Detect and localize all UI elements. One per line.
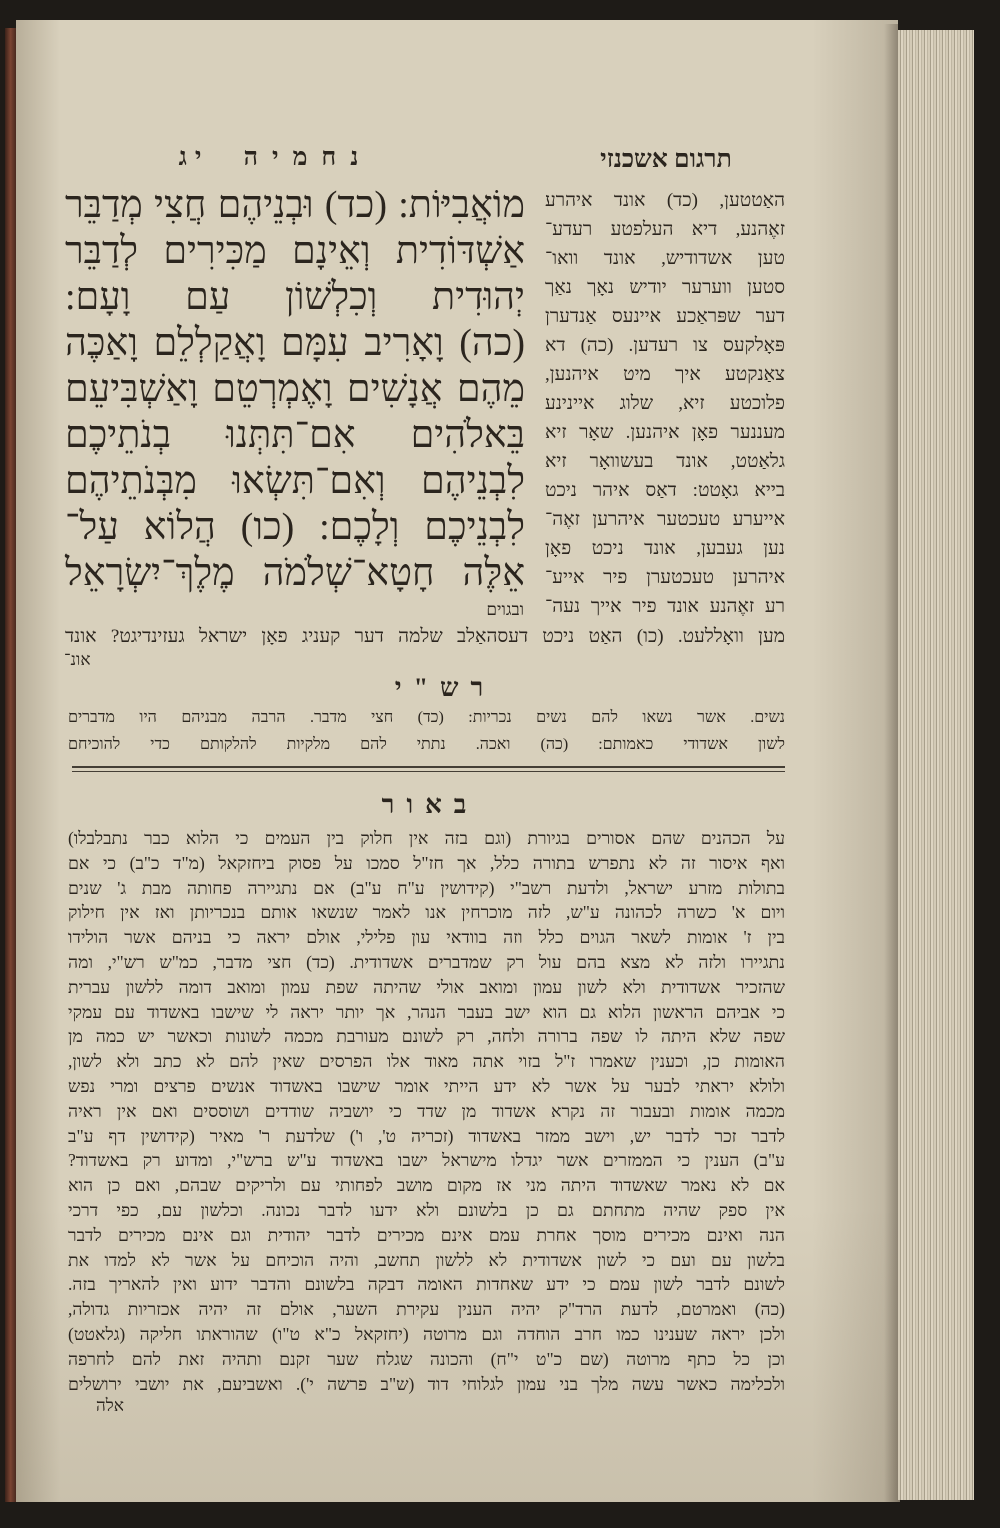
- targum-line: גלאַטט, אונד בעשוואָר זיא: [545, 451, 785, 472]
- biur-line: ולכלימה כאשר עשה מלך בני עמון לגלוחי דוד (ש"ב פרשה י'). ואשביעם, את יושבי ירושלים: [68, 1373, 785, 1394]
- targum-continuation: [65, 622, 785, 651]
- main-text-line: אַשְׁדּוֹדִית וְאֵינָם מַכִּירִים לְדַבֵּר: [65, 230, 525, 272]
- biur-section: [68, 826, 785, 1396]
- biur-title: באור: [381, 790, 479, 819]
- main-text-line: בֵּאלֹהִים אִם־תִּתְּנוּ בְנֹתֵיכֶם: [65, 414, 525, 456]
- targum-line: נען געבען, אונד ניכט פאָן: [545, 538, 785, 559]
- biur-line: כי אביהם הראשון הלוא גם הוא ישב בעבר הנהר, אך יותר יראה לי שישבו באשדוד עם עמקי: [68, 1001, 785, 1022]
- targum-line: בייא גאָטט: דאַס איהר ניכט: [545, 480, 785, 501]
- biur-line: אם לא נאמר שאשדוד היתה מני אז מקום מושב לפחותי עם ולריקים שבהם, ואם כן הוא: [68, 1175, 785, 1196]
- biur-line: האומות כן, וכענין שאמרו ז"ל בזוי אתה מאוד אלו הפרסים שאין להם לא כתב ולא לשון,: [68, 1051, 785, 1072]
- targum-line: צאַנקטע איך מיט איהנען,: [545, 364, 785, 385]
- rashi-title: רש"י: [394, 673, 496, 702]
- targum-line: איהרען טעכטערן פיר אייע־: [545, 567, 785, 588]
- chapter-number-header: יג: [178, 144, 210, 171]
- biur-line: על הכהנים שהם אסורים בגיורת (וגם בזה אין חלוק בין העמים כי הלוא כבר נתבלבלו): [68, 828, 785, 848]
- biur-line: שפה שלא היתה לו שפה ברורה ולחה, רק לשונם מעורבת מכמה לשונות וכאשר יש כמה מן: [68, 1026, 785, 1047]
- biur-line: נתגיירו ולזה לא מצא בהם עול רק שמדברים אשדודית. (כד) חצי מדבר, כמ"ש רש"י, ומה: [68, 951, 785, 972]
- biur-line: בתולות מזרע ישראל, ולדעת רשב"י (קידושין ע"ח ע"ב) אם נתגיירה פחותה מבת ג' שנים: [68, 877, 785, 898]
- main-text-line: אֵלֶּה חָטָא־שְׁלֹמֹה מֶלֶךְ־יִשְׂרָאֵל: [65, 552, 525, 594]
- book-binding: [5, 28, 16, 1502]
- biur-line: (כה) ואמרטם, לדעת הרד"ק יהיה הענין עקירת השער, אולם זה יהיה אכזריות גדולה,: [68, 1299, 785, 1320]
- targum-header: תרגום אשכנזי: [600, 146, 732, 173]
- main-text-line: (כה) וָאָרִיב עִמָּם וָאֲקַלְלֵם וָאַכֶּה: [65, 322, 525, 364]
- targum-line: אייערע טעכטער איהרען זאֶה־: [545, 509, 785, 530]
- targum-catchword: אונ־: [64, 650, 91, 669]
- targum-line: מעננער פאָן איהנען. שאָר זיא: [545, 422, 785, 443]
- biur-line: ואף איסור זה לא נתפרש בתורה כלל, אך חז"ל סמכו על פסוק ביחזקאל (מ"ד כ"ב) כי אם: [68, 852, 785, 873]
- section-divider-rule: [72, 766, 785, 772]
- biur-line: מכמה אומות ובעבור זה נקרא אשדוד מן שדד כי יושביה שודדים ושוססים ואם אין ראיה: [68, 1100, 785, 1121]
- rashi-section: [68, 704, 785, 758]
- targum-continuation-line: מען וואָללעט. (כו) האַט ניכט דעסהאַלב שלמה דער קעניג פאָן ישראל געזינדיגט? אונד: [65, 626, 785, 647]
- targum-line: האַטטען, (כד) אונד איהרע: [545, 190, 785, 211]
- main-text-column: [65, 182, 525, 596]
- biur-line: ולכן יראה שענינו כמו חרב הוחדה וגם מרוטה (יחזקאל כ"א ט"ו) שהוראתו חליקה (גלאטט): [68, 1323, 785, 1344]
- main-text-catchword: ובגוים: [486, 600, 524, 619]
- targum-line: רע זאֶהנע אונד פיר אייך נעה־: [545, 596, 785, 617]
- page-stack-edge: [898, 30, 974, 1500]
- biur-line: הנה ואינם מכירים מוסך אחרת עמם אינם מכירים לדבר יהודית וגם אינם מכירים לדבר: [68, 1224, 785, 1245]
- biur-line: לשונם לדבר לשון עמם כי ידע שאחדות האומה דבקה בלשונם והדבר ידוע ואין להאריך בזה.: [68, 1274, 785, 1295]
- targum-column: [545, 186, 785, 621]
- main-text-line: מֵהֶם אֲנָשִׁים וָאֶמְרְטֵם וָאַשְׁבִּיעֵם: [65, 368, 525, 410]
- targum-line: טען אשדודיש, אונד וואו־: [545, 248, 785, 269]
- main-text-line: יְהוּדִית וְכִלְשׁוֹן עַם וָעָם:: [65, 276, 525, 318]
- biur-line: ולולא יראתי לבער על אשר לא ידע הייתי אומר שישבו באשדוד אנשים פרצים ומרי נפש: [68, 1075, 785, 1096]
- main-text-line: מוֹאֲבִיּוֹת: (כד) וּבְנֵיהֶם חֲצִי מְדַבֵּר: [65, 184, 525, 226]
- biur-line: ע"ב) הענין כי הממזרים אשר יגדלו מישראל ישבו באשדוד ע"ש ברש"י, ומדוע רק באשדוד?: [68, 1150, 785, 1171]
- main-text-line: לִבְנֵיהֶם וְאִם־תִּשְׂאוּ מִבְּנֹתֵיהֶם: [65, 460, 525, 502]
- biur-catchword: אלה: [96, 1396, 124, 1415]
- targum-line: פּאָלקעס צו רעדען. (כה) דא: [545, 335, 785, 356]
- biur-line: וכן כל כתף מרוטה (שם כ"ט י"ח) והכונה שגלח שער זקנם ותהיה זאת להם לחרפה: [68, 1348, 785, 1369]
- targum-line: זאֶהנע, דיא העלפטע רעדע־: [545, 219, 785, 240]
- rashi-line: נשים. אשר נשאו להם נשים נכריות: (כד) חצי מדבר. הרבה מבניהם היו מדברים: [68, 709, 785, 726]
- rashi-line: לשון אשדודי כאמותם: (כה) ואכה. נתתי להם מלקיות להלקותם כדי להוכיחם: [68, 736, 785, 753]
- targum-line: סטען ווערער יודיש נאָך נאַך: [545, 277, 785, 298]
- biur-line: ויום א' כשרה לכהונה ע"ש, לזה מוכרחין אנו לאמר שנשאו אותם בנכריותן ואז אין חילוק: [68, 902, 785, 923]
- biur-line: אין ספק שהיה מתחתם גם כן בלשונם ולא ידעו לדבר נכונה. וכלשון עם, כפי דרכי: [68, 1199, 785, 1220]
- scan-background-corner: [898, 0, 1000, 30]
- targum-line: דער שפּראַכע איינעס אַנדערן: [545, 306, 785, 327]
- main-text-line: לִבְנֵיכֶם וְלָכֶם: (כו) הֲלוֹא עַל־: [65, 506, 525, 548]
- book-name-header: נחמיה: [243, 144, 373, 171]
- biur-line: שהזכיר אשדודית ולא לשון עמון ומואב אולי שהיתה שפת עמון ומואב דומה ללשון עברית: [68, 976, 785, 997]
- biur-line: בלשון עם ועם כי לשון אשדודית לא ללשון תחשב, והיה הוכיחם על אשר לא למדו את: [68, 1249, 785, 1270]
- biur-line: לדבר זכר לדבר יש, וישב ממזר באשדוד (זכריה ט', ו') שלדעת ר' מאיר (קידושין דף ע"ב: [68, 1125, 785, 1146]
- targum-line: פלוכטע זיא, שלוג איינינע: [545, 393, 785, 414]
- biur-line: בין ז' אומות לשאר הגוים כלל וזה בוודאי עון פלילי, אולם יראה כי בניהם אשר הולידו: [68, 927, 785, 948]
